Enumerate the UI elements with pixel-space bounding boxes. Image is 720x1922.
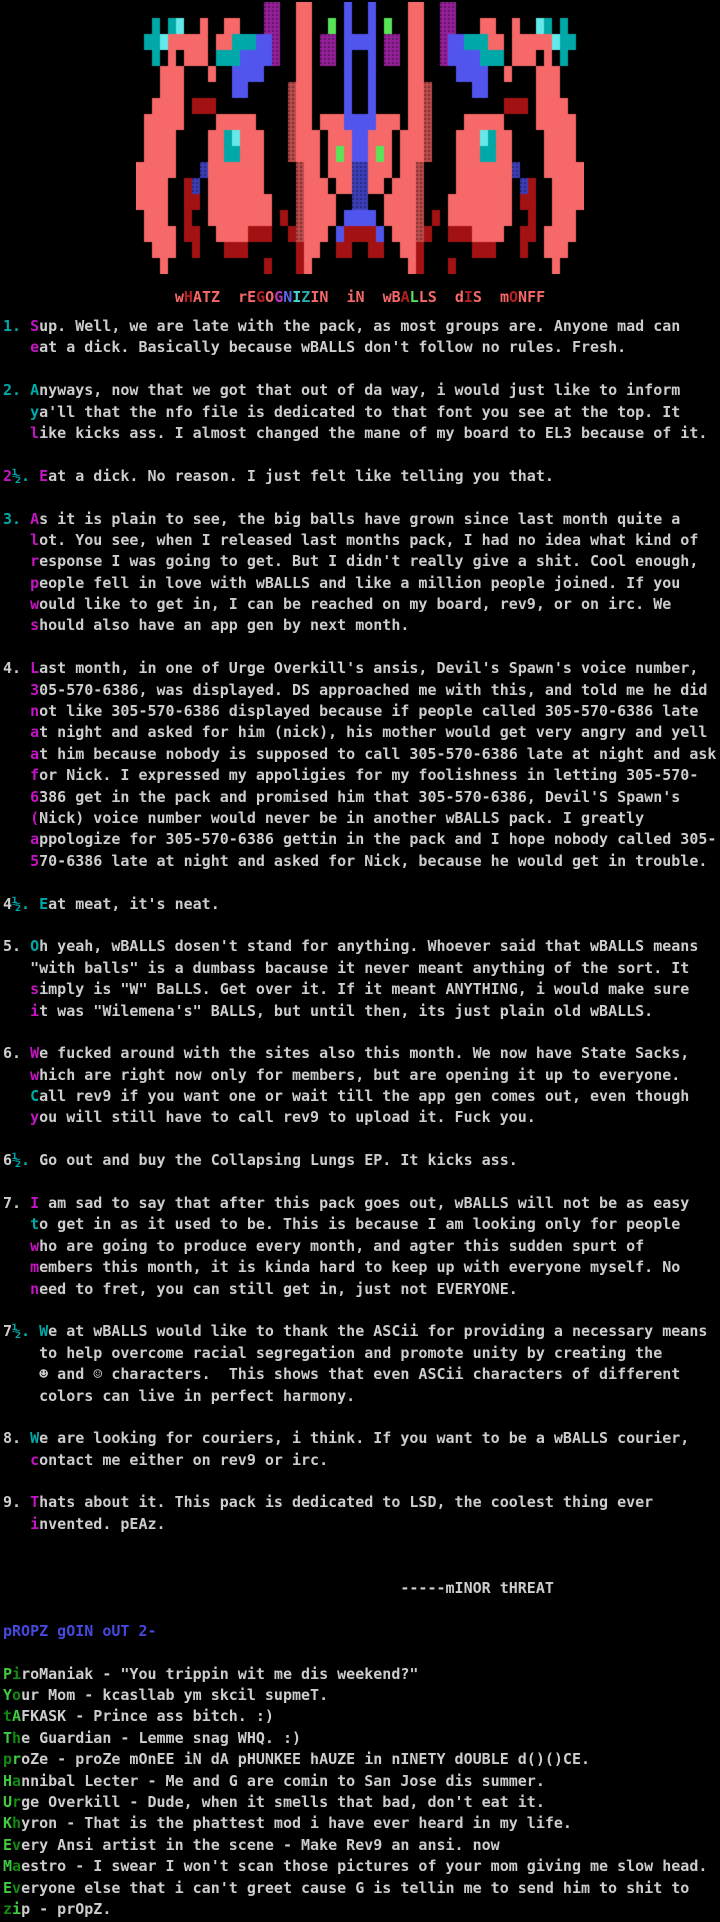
- text-segment: nyways, now that we got that out of da way, i would just like to inform: [39, 381, 681, 400]
- text-segment: 6.: [3, 1044, 31, 1063]
- nfo-line: [3, 1878, 717, 1899]
- text-segment: P: [3, 1664, 13, 1683]
- text-segment: 1.: [3, 317, 22, 335]
- text-segment: a: [12, 1771, 22, 1790]
- page-title: [0, 287, 720, 308]
- text-segment: ot like 305-570-6386 displayed because if people called 305-570-6386 late: [39, 702, 699, 721]
- nfo-line: [3, 722, 717, 743]
- text-segment: imply is "W" BaLLS. Get over it. If it meant ANYTHING, i would make sure: [39, 980, 690, 999]
- text-segment: y: [30, 402, 40, 421]
- nfo-line: [3, 1193, 717, 1214]
- text-segment: 8.: [3, 1429, 31, 1448]
- text-segment: 6: [30, 787, 40, 806]
- text-segment: s: [30, 616, 40, 635]
- nfo-line: [3, 765, 717, 786]
- wballs-ansi-art: [136, 2, 584, 274]
- text-segment: [3, 552, 30, 570]
- text-segment: L: [30, 659, 40, 678]
- text-segment: r: [238, 288, 248, 306]
- text-segment: E: [39, 894, 49, 913]
- nfo-line: [3, 979, 717, 1000]
- text-segment: [3, 830, 30, 848]
- text-segment: hats about it. This pack is dedicated to LSD, the coolest thing ever: [39, 1493, 654, 1512]
- text-segment: Go out and buy the Collapsing Lungs EP. It kicks ass.: [30, 1151, 518, 1170]
- text-segment: [3, 766, 30, 784]
- text-segment: n: [30, 1279, 40, 1298]
- text-segment: ☻ and ☺ characters. This shows that even ASCii characters of different: [3, 1365, 681, 1384]
- text-segment: y: [30, 1108, 40, 1127]
- nfo-line: [3, 1706, 717, 1727]
- text-segment: 70-6386 late at night and asked for Nick, because he would get in trouble.: [39, 851, 708, 870]
- text-segment: ike kicks ass. I almost changed the mane of my board to EL3 because of it.: [39, 423, 708, 442]
- text-segment: w: [174, 288, 184, 306]
- text-segment: ho are going to produce every month, and agter this sudden spurt of: [39, 1236, 645, 1255]
- nfo-line: [3, 1386, 717, 1407]
- text-segment: [3, 809, 30, 827]
- nfo-line: [3, 530, 717, 551]
- nfo-line: [3, 1043, 717, 1064]
- nfo-line: [3, 466, 717, 487]
- nfo-line: [3, 1514, 717, 1535]
- nfo-line: [3, 851, 717, 872]
- text-segment: ppologize for 305-570-6386 gettin in the pack and I hope nobody called 305-: [39, 830, 717, 849]
- text-segment: [3, 403, 30, 421]
- text-segment: [3, 1237, 30, 1255]
- text-segment: 4: [3, 894, 13, 913]
- nfo-line: [3, 1856, 717, 1877]
- nfo-line: [3, 1214, 717, 1235]
- text-segment: e at wBALLS would like to thank the ASCii for providing a necessary means: [48, 1322, 708, 1341]
- nfo-line: [3, 1899, 717, 1920]
- text-segment: [3, 338, 30, 356]
- text-segment: a: [12, 1857, 22, 1876]
- text-segment: T: [30, 1493, 40, 1512]
- text-segment: B: [391, 288, 401, 306]
- text-segment: hich are right now only for members, but are opening it up to everyone.: [39, 1065, 681, 1084]
- text-segment: 9.: [3, 1493, 31, 1512]
- text-segment: 386 get in the pack and promised him that 305-570-6386, Devil'S Spawn's: [39, 787, 681, 806]
- nfo-line: [3, 1257, 717, 1278]
- text-segment: [3, 1087, 30, 1105]
- text-segment: o get in as it used to be. This is because I am looking only for people: [39, 1215, 681, 1234]
- nfo-line: [3, 1428, 717, 1449]
- text-segment: [3, 745, 30, 763]
- text-segment: E: [247, 288, 257, 306]
- text-segment: H: [3, 1771, 13, 1790]
- text-segment: [3, 616, 30, 634]
- nfo-line: [3, 1236, 717, 1257]
- text-segment: hould also have an app gen by next month.: [39, 616, 410, 635]
- nfo-line: [3, 1813, 717, 1834]
- nfo-line: [3, 615, 717, 636]
- text-segment: [30, 1322, 39, 1340]
- text-segment: F: [527, 288, 537, 306]
- text-segment: ½.: [12, 894, 31, 913]
- text-segment: W: [39, 1322, 49, 1341]
- nfo-line: [3, 658, 717, 679]
- text-segment: e: [30, 338, 40, 357]
- text-segment: eryone else that i can't greet cause G is tellin me to send him to shit to: [21, 1878, 690, 1897]
- nfo-line: [3, 1407, 717, 1428]
- text-segment: H: [183, 288, 193, 306]
- nfo-line: [3, 1685, 717, 1706]
- text-segment: N: [518, 288, 528, 306]
- nfo-line: [3, 1107, 717, 1128]
- nfo-line: [3, 744, 717, 765]
- text-segment: I: [310, 288, 320, 306]
- text-segment: A: [192, 288, 202, 306]
- text-segment: L: [409, 288, 419, 306]
- text-segment: ot. You see, when I released last months pack, I had no idea what kind of: [39, 530, 699, 549]
- text-segment: a: [30, 723, 40, 742]
- text-segment: Y: [3, 1686, 13, 1704]
- text-segment: A: [12, 1707, 22, 1726]
- text-segment: r: [30, 552, 40, 571]
- text-segment: G: [256, 288, 266, 306]
- text-segment: N: [283, 288, 293, 306]
- text-segment: i: [12, 1899, 22, 1918]
- text-segment: t: [3, 1707, 13, 1726]
- text-segment: ery Ansi artist in the scene - Make Rev9 an ansi. now: [21, 1835, 500, 1854]
- text-segment: E: [3, 1878, 13, 1897]
- nfo-line: [3, 872, 717, 893]
- text-segment: o: [12, 1686, 22, 1704]
- text-segment: FKASK - Prince ass bitch. :): [21, 1707, 274, 1726]
- text-segment: at meat, it's neat.: [48, 894, 220, 913]
- text-segment: 7: [3, 1322, 13, 1341]
- text-segment: esponse I was going to get. But I didn't really give a shit. Cool enough,: [39, 552, 699, 571]
- text-segment: 6: [3, 1151, 13, 1170]
- text-segment: a'll that the nfo file is dedicated to that font you see at the top. It: [39, 402, 681, 421]
- text-segment: oZe - proZe mOnEE iN dA pHUNKEE hAUZE in nINETY dOUBLE d()()CE.: [21, 1750, 591, 1769]
- text-segment: p: [3, 1750, 13, 1769]
- nfo-line: [3, 1749, 717, 1770]
- text-segment: [3, 1515, 30, 1533]
- text-segment: 5: [30, 851, 40, 870]
- nfo-line: [3, 829, 717, 850]
- nfo-line: [3, 1728, 717, 1749]
- text-segment: O: [30, 937, 40, 956]
- text-segment: (: [30, 808, 40, 827]
- text-segment: at a dick. No reason. I just felt like telling you that.: [48, 466, 554, 485]
- text-segment: ast month, in one of Urge Overkill's ansis, Devil's Spawn's voice number,: [39, 659, 699, 678]
- text-segment: [3, 702, 30, 720]
- text-segment: [3, 1451, 30, 1469]
- nfo-line: [3, 380, 717, 401]
- text-segment: am sad to say that after this pack goes out, wBALLS will not be as easy: [39, 1194, 690, 1213]
- text-segment: S: [472, 288, 482, 306]
- text-segment: ontact me either on rev9 or irc.: [39, 1450, 329, 1469]
- text-segment: [21, 317, 30, 335]
- text-segment: W: [30, 1044, 40, 1063]
- text-segment: w: [382, 288, 392, 306]
- text-segment: N: [355, 288, 365, 306]
- text-segment: c: [30, 1450, 40, 1469]
- nfo-line: [3, 402, 717, 423]
- text-segment: colors can live in perfect harmony.: [3, 1386, 356, 1405]
- text-segment: [3, 723, 30, 741]
- text-segment: E: [3, 1835, 13, 1854]
- text-segment: 2.: [3, 381, 22, 400]
- text-segment: L: [418, 288, 428, 306]
- text-segment: [3, 852, 30, 870]
- text-segment: A: [30, 381, 40, 400]
- text-segment: 7.: [3, 1194, 31, 1213]
- text-segment: [437, 288, 455, 306]
- text-segment: [3, 1215, 30, 1233]
- text-segment: i: [30, 1001, 40, 1020]
- text-segment: [21, 510, 30, 528]
- text-segment: l: [30, 423, 40, 442]
- text-segment: n: [30, 702, 40, 721]
- nfo-line: [3, 423, 717, 444]
- nfo-line: [3, 1621, 717, 1642]
- text-segment: ou will still have to call rev9 to upload it. Fuck you.: [39, 1108, 536, 1127]
- text-segment: O: [265, 288, 275, 306]
- nfo-line: [3, 594, 717, 615]
- text-segment: h yeah, wBALLS dosen't stand for anything. Whoever said that wBALLS means: [39, 937, 699, 956]
- text-segment: [3, 1002, 30, 1020]
- text-segment: [3, 574, 30, 592]
- text-segment: A: [400, 288, 410, 306]
- text-segment: v: [12, 1878, 22, 1897]
- text-segment: estro - I swear I won't scan those pictures of your mom giving me slow head.: [21, 1857, 708, 1876]
- text-segment: 4.: [3, 659, 31, 678]
- text-segment: h: [12, 1814, 22, 1833]
- nfo-line: [3, 1599, 717, 1620]
- text-segment: Nick) voice number would never be in another wBALLS pack. I greatly: [39, 808, 645, 827]
- text-segment: eed to fret, you can still get in, just not EVERYONE.: [39, 1279, 518, 1298]
- text-segment: 2: [3, 466, 13, 485]
- text-segment: [3, 424, 30, 442]
- nfo-line: [3, 701, 717, 722]
- text-segment: a: [30, 744, 40, 763]
- text-segment: embers this month, it is kinda hard to keep up with everyone myself. No: [39, 1258, 681, 1277]
- text-segment: ½.: [12, 466, 31, 485]
- text-segment: pROPZ gOIN oUT 2-: [3, 1621, 157, 1640]
- nfo-line: [3, 1471, 717, 1492]
- nfo-line: [3, 551, 717, 572]
- text-segment: m: [30, 1258, 40, 1277]
- nfo-line: [3, 808, 717, 829]
- text-segment: at a dick. Basically because wBALLS don't follow no rules. Fresh.: [39, 338, 627, 357]
- text-segment: K: [3, 1814, 13, 1833]
- nfo-line: [3, 359, 717, 380]
- text-segment: ur Mom - kcasllab ym skcil supmeT.: [21, 1686, 329, 1704]
- text-segment: e fucked around with the sites also this month. We now have State Sacks,: [39, 1044, 690, 1063]
- nfo-line: [3, 1664, 717, 1685]
- text-segment: up. Well, we are late with the pack, as most groups are. Anyone mad can: [39, 317, 681, 335]
- text-segment: e Guardian - Lemme snag WHQ. :): [21, 1728, 302, 1747]
- text-segment: f: [30, 766, 40, 785]
- text-segment: roManiak - "You trippin wit me dis weekend?": [21, 1664, 419, 1683]
- nfo-line: [3, 680, 717, 701]
- text-segment: 3: [30, 680, 40, 699]
- text-segment: w: [30, 1236, 40, 1255]
- text-segment: h: [12, 1728, 22, 1747]
- nfo-line: [3, 1578, 717, 1599]
- nfo-line: [3, 1172, 717, 1193]
- nfo-line: [3, 1321, 717, 1342]
- text-segment: Z: [301, 288, 311, 306]
- text-segment: C: [30, 1087, 40, 1106]
- text-segment: 05-570-6386, was displayed. DS approached me with this, and told me he did: [39, 680, 708, 699]
- text-segment: yron - That is the phattest mod i have ever heard in my life.: [21, 1814, 572, 1833]
- text-segment: I: [292, 288, 302, 306]
- text-segment: E: [39, 466, 49, 485]
- text-segment: [3, 1108, 30, 1126]
- nfo-line: [3, 1771, 717, 1792]
- nfo-line: [3, 1300, 717, 1321]
- text-segment: [3, 595, 30, 613]
- text-segment: [365, 288, 383, 306]
- text-segment: i: [30, 1514, 40, 1533]
- text-segment: W: [30, 1429, 40, 1448]
- text-segment: 5.: [3, 937, 31, 956]
- text-segment: i: [12, 1664, 22, 1683]
- text-segment: ½.: [12, 1151, 31, 1170]
- text-segment: r: [12, 1750, 22, 1769]
- text-segment: [3, 1258, 30, 1276]
- text-segment: M: [3, 1857, 13, 1876]
- nfo-line: [3, 1492, 717, 1513]
- nfo-line: [3, 958, 717, 979]
- text-segment: S: [30, 317, 40, 335]
- text-segment: t him because nobody is supposed to call 305-570-6386 late at night and ask: [39, 744, 717, 763]
- text-segment: [3, 1280, 30, 1298]
- text-segment: G: [274, 288, 284, 306]
- text-segment: [328, 288, 346, 306]
- nfo-line: [3, 316, 717, 337]
- text-segment: -----mINOR tHREAT: [3, 1579, 554, 1598]
- nfo-line: [3, 1364, 717, 1385]
- nfo-line: [3, 1022, 717, 1043]
- text-segment: all rev9 if you want one or wait till the app gen comes out, even though: [39, 1087, 690, 1106]
- text-segment: N: [319, 288, 329, 306]
- text-segment: p - prOpZ.: [21, 1899, 112, 1918]
- nfo-line: [3, 1129, 717, 1150]
- nfo-line: [3, 1642, 717, 1663]
- text-segment: [3, 788, 30, 806]
- text-segment: T: [201, 288, 211, 306]
- text-segment: p: [30, 573, 40, 592]
- nfo-line: [3, 1450, 717, 1471]
- text-segment: or Nick. I expressed my appoligies for my foolishness in letting 305-570-: [39, 766, 699, 785]
- text-segment: ould like to get in, I can be reached on my board, rev9, or on irc. We: [39, 595, 672, 614]
- nfo-line: [3, 1065, 717, 1086]
- text-segment: nnibal Lecter - Me and G are comin to San Jose dis summer.: [21, 1771, 545, 1790]
- text-segment: w: [30, 595, 40, 614]
- text-segment: [3, 980, 30, 998]
- nfo-line: [3, 573, 717, 594]
- text-segment: v: [12, 1835, 22, 1854]
- text-segment: [21, 381, 30, 399]
- nfo-line: [3, 894, 717, 915]
- nfo-line: [3, 1535, 717, 1556]
- nfo-line: [3, 1279, 717, 1300]
- text-segment: s: [30, 980, 40, 999]
- text-segment: "with balls" is a dumbass bacause it never meant anything of the sort. It: [3, 958, 690, 977]
- text-segment: e are looking for couriers, i think. If you want to be a wBALLS courier,: [39, 1429, 690, 1448]
- text-segment: [30, 467, 39, 485]
- text-segment: eople fell in love with wBALLS and like a million people joined. If you: [39, 573, 681, 592]
- text-segment: [3, 1066, 30, 1084]
- text-segment: a: [30, 830, 40, 849]
- text-segment: nvented. pEAz.: [39, 1514, 166, 1533]
- nfo-line: [3, 487, 717, 508]
- text-segment: w: [30, 1065, 40, 1084]
- text-segment: [3, 531, 30, 549]
- nfo-line: [3, 1001, 717, 1022]
- text-segment: r: [12, 1792, 22, 1811]
- text-segment: ge Overkill - Dude, when it smells that bad, don't eat it.: [21, 1792, 545, 1811]
- text-segment: l: [30, 530, 40, 549]
- text-segment: i: [346, 288, 356, 306]
- text-segment: z: [3, 1899, 13, 1918]
- text-segment: m: [499, 288, 510, 306]
- nfo-line: [3, 444, 717, 465]
- nfo-line: [3, 509, 717, 530]
- text-segment: [220, 288, 238, 306]
- text-segment: I: [30, 1194, 40, 1213]
- text-segment: A: [30, 509, 40, 528]
- nfo-line: [3, 936, 717, 957]
- nfo-line: [3, 1150, 717, 1171]
- text-segment: ½.: [12, 1322, 31, 1341]
- text-segment: T: [3, 1728, 13, 1747]
- nfo-line: [3, 1792, 717, 1813]
- text-segment: [3, 681, 30, 699]
- nfo-line: [3, 787, 717, 808]
- text-segment: F: [536, 288, 546, 306]
- text-segment: t: [30, 1215, 40, 1234]
- nfo-line: [3, 915, 717, 936]
- text-segment: s it is plain to see, the big balls have grown since last month quite a: [39, 509, 681, 528]
- text-segment: I: [463, 288, 473, 306]
- text-segment: S: [427, 288, 437, 306]
- nfo-body: [3, 316, 717, 1920]
- text-segment: U: [3, 1792, 13, 1811]
- nfo-line: [3, 337, 717, 358]
- nfo-line: [3, 1086, 717, 1107]
- text-segment: [482, 288, 500, 306]
- nfo-line: [3, 1343, 717, 1364]
- text-segment: 3.: [3, 509, 22, 528]
- nfo-line: [3, 1835, 717, 1856]
- text-segment: to help overcome racial segregation and promote unity by creating the: [3, 1343, 663, 1362]
- text-segment: O: [509, 288, 519, 306]
- text-segment: t was "Wilemena's" BALLS, but until then, its just plain old wBALLS.: [39, 1001, 654, 1020]
- nfo-line: [3, 1557, 717, 1578]
- text-segment: Z: [210, 288, 221, 306]
- text-segment: t night and asked for him (nick), his mother would get very angry and yell: [39, 723, 708, 742]
- text-segment: d: [454, 288, 464, 306]
- nfo-line: [3, 637, 717, 658]
- text-segment: [30, 895, 39, 913]
